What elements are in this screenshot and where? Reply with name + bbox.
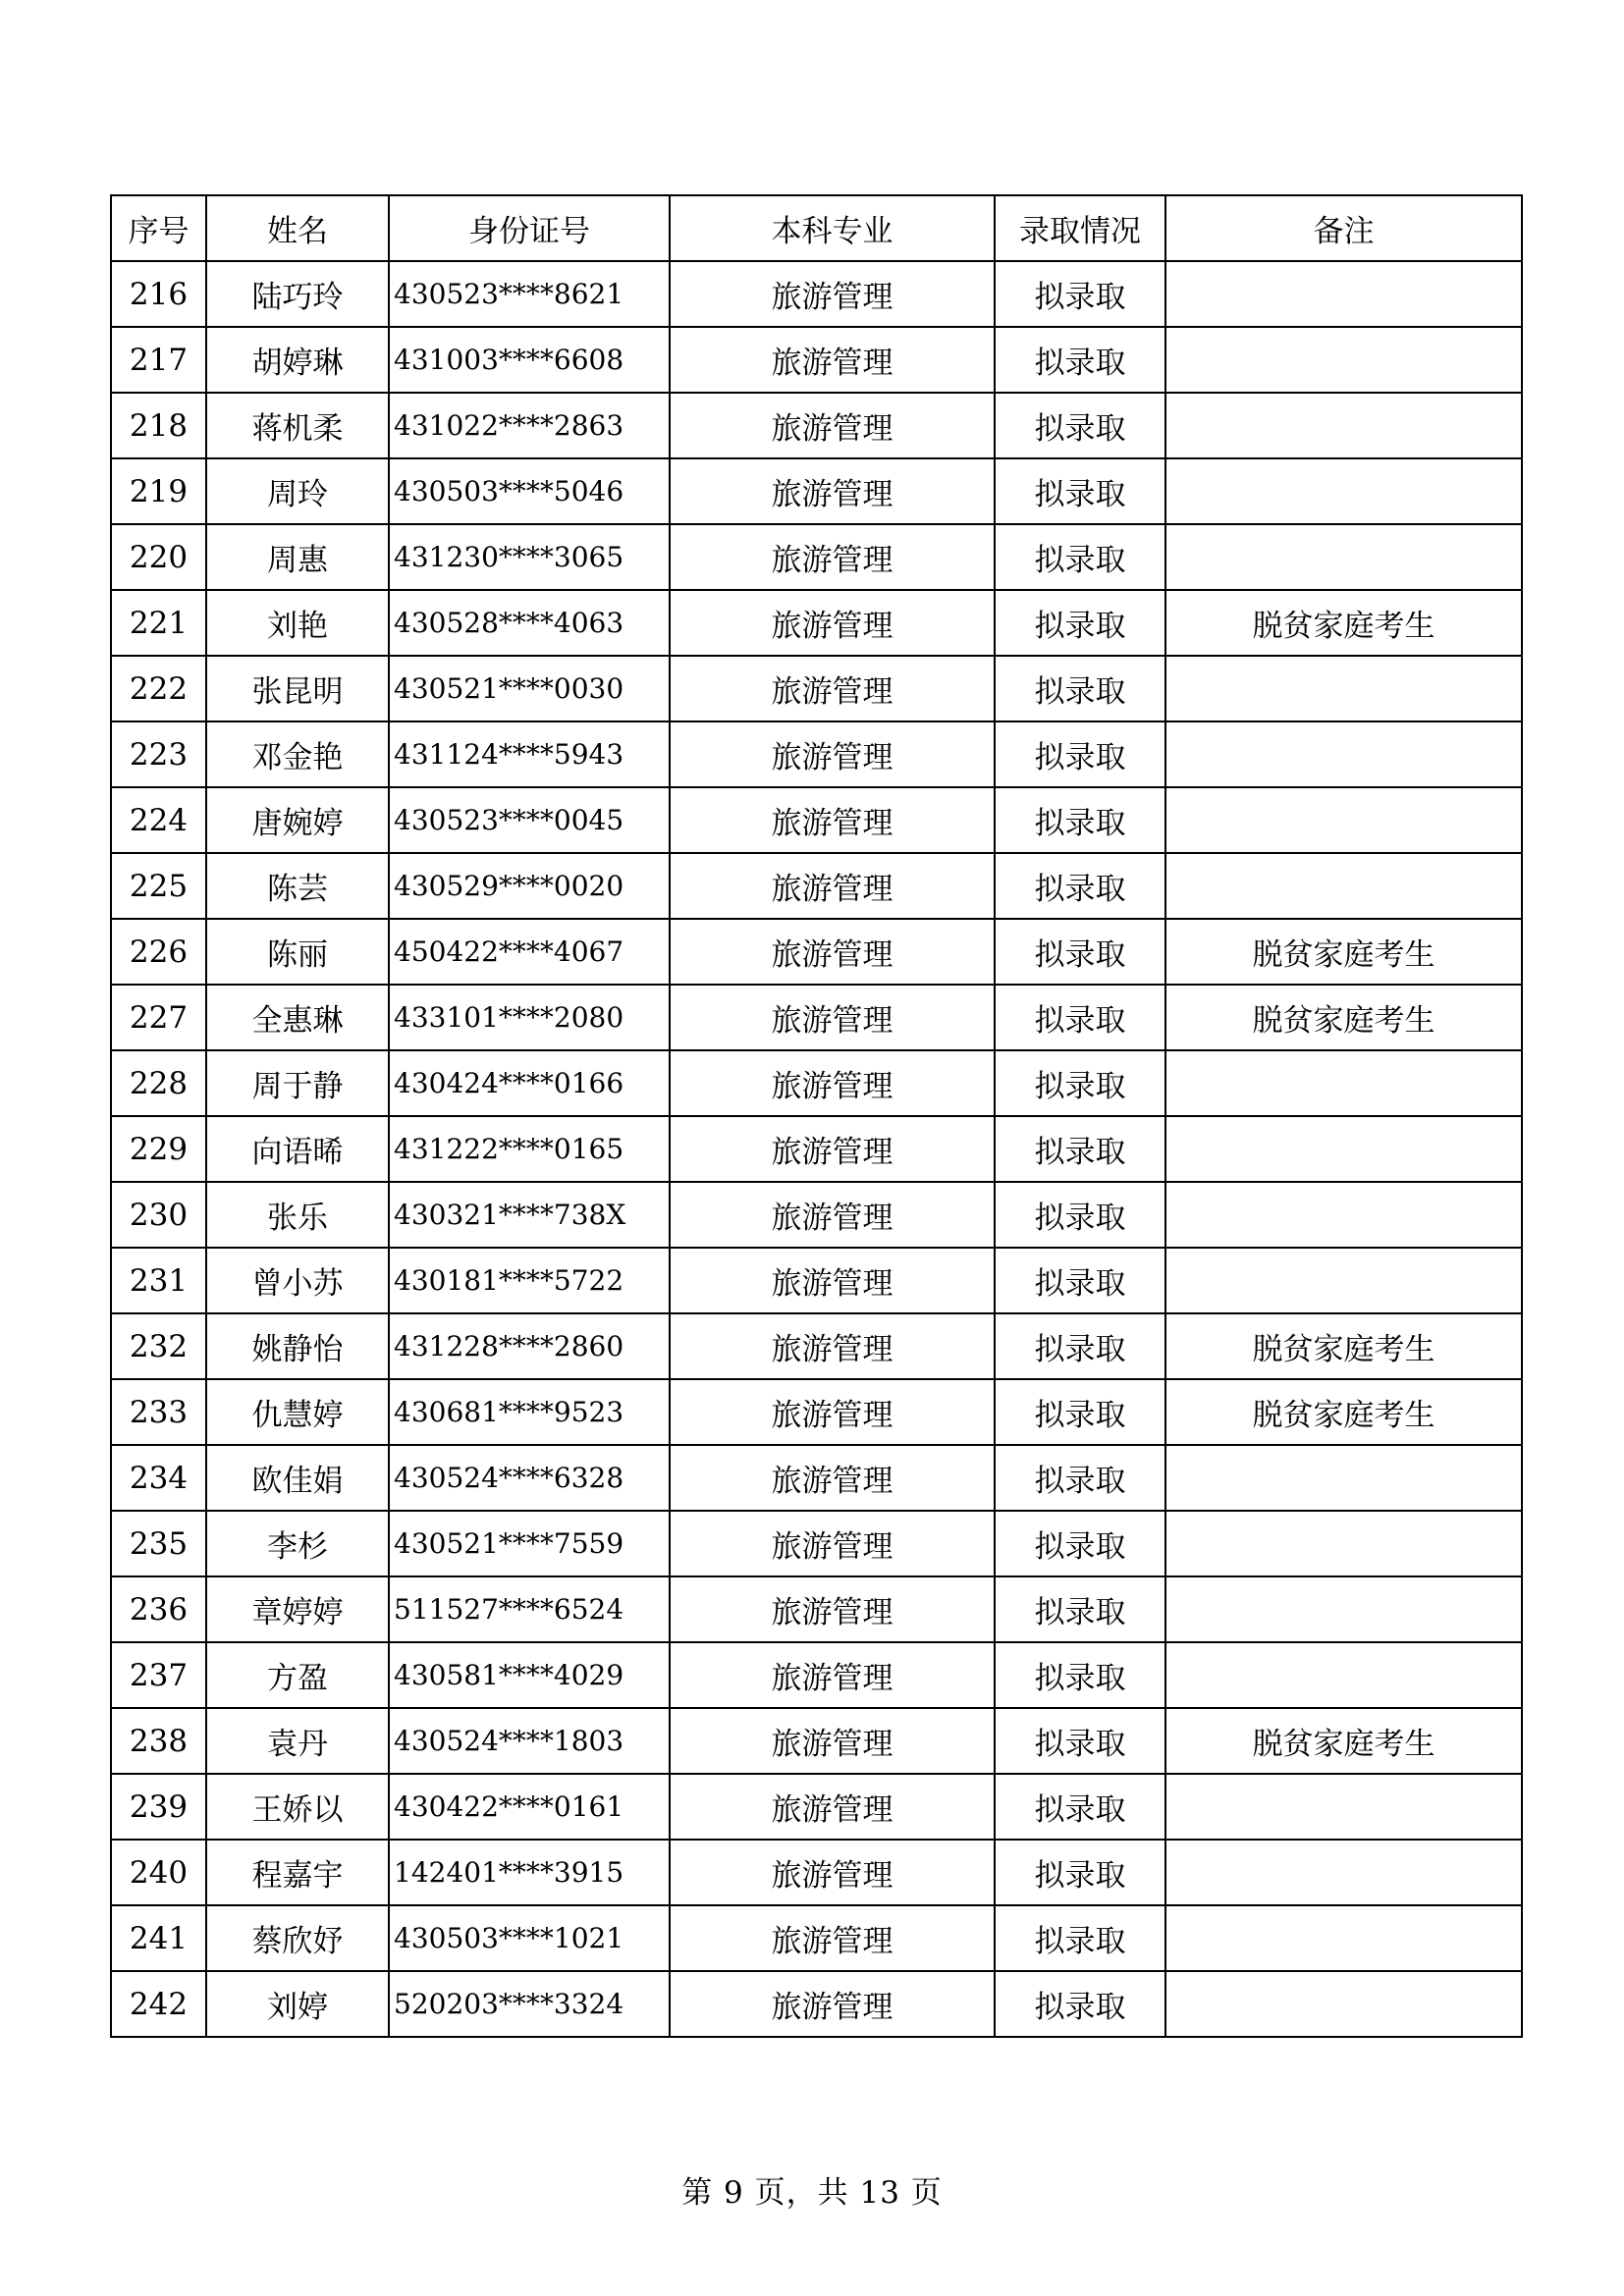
cell-major: 旅游管理 <box>670 1774 995 1840</box>
cell-id-number: 430524****6328 <box>389 1445 670 1511</box>
table-row <box>111 524 1522 590</box>
cell-seq: 221 <box>111 590 206 656</box>
cell-admission-status: 拟录取 <box>995 721 1165 787</box>
cell-major: 旅游管理 <box>670 393 995 458</box>
cell-admission-status: 拟录取 <box>995 1182 1165 1248</box>
cell-note <box>1165 1511 1522 1576</box>
cell-admission-status: 拟录取 <box>995 1840 1165 1905</box>
cell-id-number: 430321****738X <box>389 1182 670 1248</box>
cell-name: 曾小苏 <box>206 1248 389 1313</box>
cell-note <box>1165 393 1522 458</box>
cell-major: 旅游管理 <box>670 1379 995 1445</box>
table-row <box>111 656 1522 721</box>
cell-admission-status: 拟录取 <box>995 1511 1165 1576</box>
cell-major: 旅游管理 <box>670 1905 995 1971</box>
cell-admission-status: 拟录取 <box>995 1379 1165 1445</box>
cell-major: 旅游管理 <box>670 1116 995 1182</box>
cell-id-number: 450422****4067 <box>389 919 670 985</box>
cell-id-number: 430422****0161 <box>389 1774 670 1840</box>
cell-major: 旅游管理 <box>670 1576 995 1642</box>
cell-note: 脱贫家庭考生 <box>1165 985 1522 1050</box>
cell-id-number: 430523****0045 <box>389 787 670 853</box>
table-row <box>111 1840 1522 1905</box>
cell-note <box>1165 787 1522 853</box>
cell-major: 旅游管理 <box>670 1182 995 1248</box>
cell-admission-status: 拟录取 <box>995 1971 1165 2037</box>
cell-note <box>1165 1116 1522 1182</box>
table-row <box>111 985 1522 1050</box>
cell-note <box>1165 1971 1522 2037</box>
cell-major: 旅游管理 <box>670 1445 995 1511</box>
cell-admission-status: 拟录取 <box>995 261 1165 327</box>
cell-id-number: 430503****1021 <box>389 1905 670 1971</box>
cell-id-number: 431124****5943 <box>389 721 670 787</box>
cell-admission-status: 拟录取 <box>995 656 1165 721</box>
cell-note: 脱贫家庭考生 <box>1165 919 1522 985</box>
cell-note <box>1165 1576 1522 1642</box>
cell-seq: 217 <box>111 327 206 393</box>
cell-major: 旅游管理 <box>670 1050 995 1116</box>
cell-name: 李杉 <box>206 1511 389 1576</box>
cell-note <box>1165 1905 1522 1971</box>
cell-name: 唐婉婷 <box>206 787 389 853</box>
cell-note <box>1165 721 1522 787</box>
cell-name: 张乐 <box>206 1182 389 1248</box>
cell-seq: 222 <box>111 656 206 721</box>
table-row <box>111 853 1522 919</box>
cell-id-number: 430181****5722 <box>389 1248 670 1313</box>
table-row <box>111 1774 1522 1840</box>
cell-name: 仇慧婷 <box>206 1379 389 1445</box>
cell-name: 周于静 <box>206 1050 389 1116</box>
cell-name: 邓金艳 <box>206 721 389 787</box>
cell-major: 旅游管理 <box>670 590 995 656</box>
cell-admission-status: 拟录取 <box>995 853 1165 919</box>
cell-note <box>1165 1050 1522 1116</box>
cell-name: 陈芸 <box>206 853 389 919</box>
cell-note <box>1165 327 1522 393</box>
table-row <box>111 1379 1522 1445</box>
table-row <box>111 1511 1522 1576</box>
cell-admission-status: 拟录取 <box>995 919 1165 985</box>
table-row <box>111 787 1522 853</box>
admission-table <box>110 194 1523 2038</box>
cell-note <box>1165 524 1522 590</box>
cell-seq: 236 <box>111 1576 206 1642</box>
cell-seq: 216 <box>111 261 206 327</box>
cell-name: 欧佳娟 <box>206 1445 389 1511</box>
table-row <box>111 1576 1522 1642</box>
cell-id-number: 431003****6608 <box>389 327 670 393</box>
cell-note <box>1165 1182 1522 1248</box>
cell-seq: 223 <box>111 721 206 787</box>
cell-seq: 239 <box>111 1774 206 1840</box>
cell-major: 旅游管理 <box>670 656 995 721</box>
cell-name: 陈丽 <box>206 919 389 985</box>
cell-major: 旅游管理 <box>670 985 995 1050</box>
cell-admission-status: 拟录取 <box>995 1116 1165 1182</box>
table-row <box>111 1905 1522 1971</box>
table-row <box>111 1708 1522 1774</box>
cell-id-number: 430503****5046 <box>389 458 670 524</box>
cell-major: 旅游管理 <box>670 1642 995 1708</box>
cell-seq: 224 <box>111 787 206 853</box>
cell-major: 旅游管理 <box>670 787 995 853</box>
cell-id-number: 431222****0165 <box>389 1116 670 1182</box>
cell-admission-status: 拟录取 <box>995 1905 1165 1971</box>
cell-name: 章婷婷 <box>206 1576 389 1642</box>
cell-major: 旅游管理 <box>670 1708 995 1774</box>
cell-major: 旅游管理 <box>670 853 995 919</box>
cell-seq: 233 <box>111 1379 206 1445</box>
cell-note: 脱贫家庭考生 <box>1165 590 1522 656</box>
cell-major: 旅游管理 <box>670 327 995 393</box>
cell-id-number: 431230****3065 <box>389 524 670 590</box>
cell-seq: 241 <box>111 1905 206 1971</box>
table-body <box>111 261 1522 2037</box>
cell-admission-status: 拟录取 <box>995 590 1165 656</box>
cell-name: 陆巧玲 <box>206 261 389 327</box>
cell-id-number: 430681****9523 <box>389 1379 670 1445</box>
cell-major: 旅游管理 <box>670 524 995 590</box>
table-row <box>111 1313 1522 1379</box>
cell-name: 周惠 <box>206 524 389 590</box>
table-row <box>111 590 1522 656</box>
cell-admission-status: 拟录取 <box>995 1050 1165 1116</box>
cell-id-number: 430521****0030 <box>389 656 670 721</box>
cell-name: 张昆明 <box>206 656 389 721</box>
cell-id-number: 433101****2080 <box>389 985 670 1050</box>
cell-id-number: 430524****1803 <box>389 1708 670 1774</box>
cell-admission-status: 拟录取 <box>995 985 1165 1050</box>
cell-admission-status: 拟录取 <box>995 1445 1165 1511</box>
cell-major: 旅游管理 <box>670 721 995 787</box>
cell-seq: 234 <box>111 1445 206 1511</box>
cell-major: 旅游管理 <box>670 1511 995 1576</box>
cell-seq: 226 <box>111 919 206 985</box>
cell-admission-status: 拟录取 <box>995 787 1165 853</box>
cell-seq: 231 <box>111 1248 206 1313</box>
table-row <box>111 721 1522 787</box>
cell-name: 蔡欣妤 <box>206 1905 389 1971</box>
cell-admission-status: 拟录取 <box>995 1576 1165 1642</box>
cell-name: 方盈 <box>206 1642 389 1708</box>
cell-seq: 229 <box>111 1116 206 1182</box>
cell-name: 刘艳 <box>206 590 389 656</box>
cell-seq: 232 <box>111 1313 206 1379</box>
cell-seq: 238 <box>111 1708 206 1774</box>
header-note: 备注 <box>1165 195 1522 261</box>
cell-id-number: 431228****2860 <box>389 1313 670 1379</box>
cell-name: 蒋机柔 <box>206 393 389 458</box>
table-row <box>111 327 1522 393</box>
cell-admission-status: 拟录取 <box>995 1642 1165 1708</box>
cell-name: 向语晞 <box>206 1116 389 1182</box>
cell-name: 姚静怡 <box>206 1313 389 1379</box>
cell-seq: 220 <box>111 524 206 590</box>
cell-admission-status: 拟录取 <box>995 1248 1165 1313</box>
cell-seq: 242 <box>111 1971 206 2037</box>
cell-id-number: 430581****4029 <box>389 1642 670 1708</box>
cell-id-number: 520203****3324 <box>389 1971 670 2037</box>
cell-admission-status: 拟录取 <box>995 327 1165 393</box>
cell-note <box>1165 1642 1522 1708</box>
table-row <box>111 919 1522 985</box>
cell-name: 周玲 <box>206 458 389 524</box>
table-row <box>111 393 1522 458</box>
cell-id-number: 142401****3915 <box>389 1840 670 1905</box>
cell-seq: 225 <box>111 853 206 919</box>
table-row <box>111 1116 1522 1182</box>
cell-note: 脱贫家庭考生 <box>1165 1708 1522 1774</box>
cell-note: 脱贫家庭考生 <box>1165 1379 1522 1445</box>
table-row <box>111 261 1522 327</box>
cell-note <box>1165 656 1522 721</box>
cell-note <box>1165 1774 1522 1840</box>
cell-note: 脱贫家庭考生 <box>1165 1313 1522 1379</box>
header-admission-status: 录取情况 <box>995 195 1165 261</box>
table-header-row <box>111 195 1522 261</box>
cell-admission-status: 拟录取 <box>995 1313 1165 1379</box>
table-row <box>111 1050 1522 1116</box>
cell-seq: 240 <box>111 1840 206 1905</box>
cell-name: 王娇以 <box>206 1774 389 1840</box>
cell-note <box>1165 853 1522 919</box>
table-row <box>111 1182 1522 1248</box>
cell-name: 全惠琳 <box>206 985 389 1050</box>
cell-id-number: 430523****8621 <box>389 261 670 327</box>
cell-major: 旅游管理 <box>670 1248 995 1313</box>
cell-id-number: 511527****6524 <box>389 1576 670 1642</box>
header-name: 姓名 <box>206 195 389 261</box>
cell-admission-status: 拟录取 <box>995 1708 1165 1774</box>
cell-note <box>1165 1840 1522 1905</box>
table-row <box>111 458 1522 524</box>
cell-major: 旅游管理 <box>670 919 995 985</box>
cell-id-number: 430529****0020 <box>389 853 670 919</box>
cell-name: 胡婷琳 <box>206 327 389 393</box>
cell-id-number: 430521****7559 <box>389 1511 670 1576</box>
cell-seq: 219 <box>111 458 206 524</box>
cell-admission-status: 拟录取 <box>995 524 1165 590</box>
cell-name: 程嘉宇 <box>206 1840 389 1905</box>
cell-id-number: 431022****2863 <box>389 393 670 458</box>
cell-seq: 218 <box>111 393 206 458</box>
cell-admission-status: 拟录取 <box>995 458 1165 524</box>
cell-major: 旅游管理 <box>670 1971 995 2037</box>
cell-note <box>1165 1445 1522 1511</box>
header-id-number: 身份证号 <box>389 195 670 261</box>
cell-major: 旅游管理 <box>670 1313 995 1379</box>
cell-id-number: 430424****0166 <box>389 1050 670 1116</box>
cell-note <box>1165 1248 1522 1313</box>
cell-seq: 227 <box>111 985 206 1050</box>
page-footer: 第 9 页，共 13 页 <box>681 2175 943 2211</box>
cell-major: 旅游管理 <box>670 1840 995 1905</box>
table-row <box>111 1642 1522 1708</box>
cell-name: 袁丹 <box>206 1708 389 1774</box>
cell-seq: 237 <box>111 1642 206 1708</box>
table-row <box>111 1248 1522 1313</box>
cell-seq: 235 <box>111 1511 206 1576</box>
cell-seq: 230 <box>111 1182 206 1248</box>
cell-admission-status: 拟录取 <box>995 393 1165 458</box>
cell-note <box>1165 261 1522 327</box>
cell-id-number: 430528****4063 <box>389 590 670 656</box>
cell-name: 刘婷 <box>206 1971 389 2037</box>
header-major: 本科专业 <box>670 195 995 261</box>
table-row <box>111 1445 1522 1511</box>
header-seq: 序号 <box>111 195 206 261</box>
table-row <box>111 1971 1522 2037</box>
cell-major: 旅游管理 <box>670 261 995 327</box>
cell-major: 旅游管理 <box>670 458 995 524</box>
cell-admission-status: 拟录取 <box>995 1774 1165 1840</box>
cell-note <box>1165 458 1522 524</box>
cell-seq: 228 <box>111 1050 206 1116</box>
